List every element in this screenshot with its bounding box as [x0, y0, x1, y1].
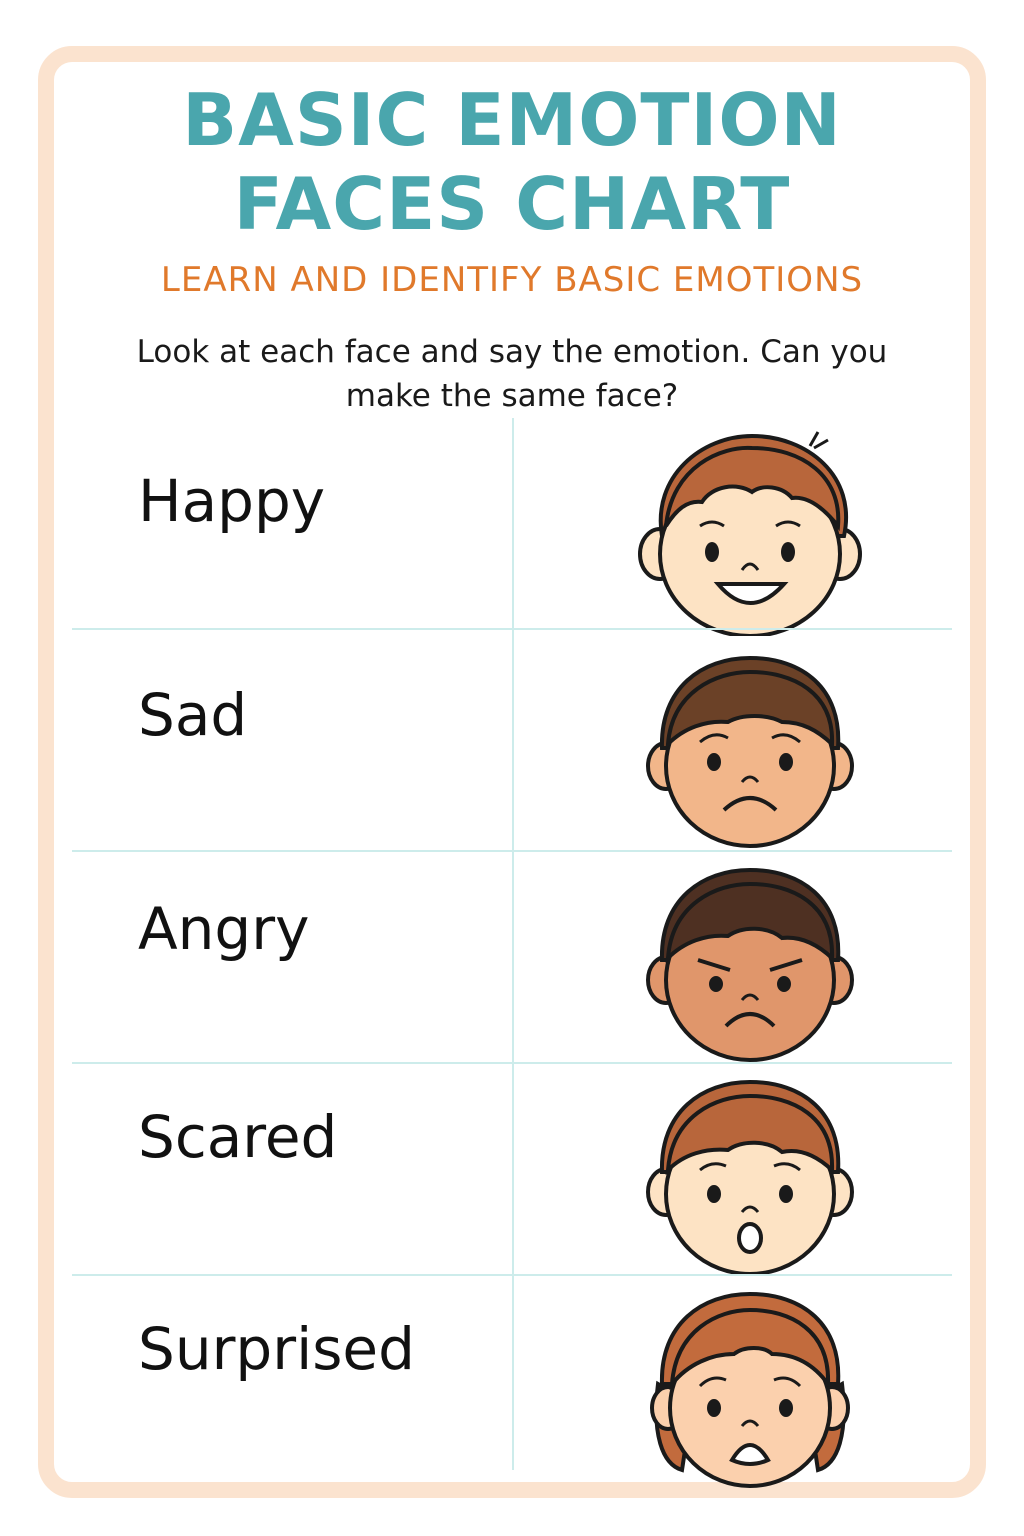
angry-face-icon — [632, 860, 872, 1070]
happy-face-icon — [632, 426, 872, 636]
emotion-row-surprised — [72, 1276, 952, 1487]
scared-face-icon — [632, 1072, 872, 1282]
surprised-face-icon — [632, 1284, 872, 1494]
page-subtitle: LEARN AND IDENTIFY BASIC EMOTIONS — [160, 260, 864, 300]
emotion-row-scared — [72, 1064, 952, 1275]
emotion-label-scared: Scared — [138, 1103, 338, 1171]
emotion-label-surprised: Surprised — [138, 1315, 415, 1383]
emotion-row-angry — [72, 852, 952, 1063]
title-line-2: FACES CHART — [233, 162, 791, 246]
emotion-grid — [72, 418, 952, 1470]
emotion-label-angry: Angry — [138, 895, 310, 963]
sad-face-icon — [632, 648, 872, 858]
emotion-row-happy — [72, 418, 952, 629]
page-title — [0, 78, 1024, 246]
title-line-1: BASIC EMOTION — [182, 78, 842, 162]
instruction-text: Look at each face and say the emotion. Can you make the same face? — [136, 334, 888, 414]
emotion-label-happy: Happy — [138, 467, 326, 535]
emotion-label-sad: Sad — [138, 681, 248, 749]
row-divider — [72, 628, 952, 630]
emotion-row-sad — [72, 640, 952, 851]
